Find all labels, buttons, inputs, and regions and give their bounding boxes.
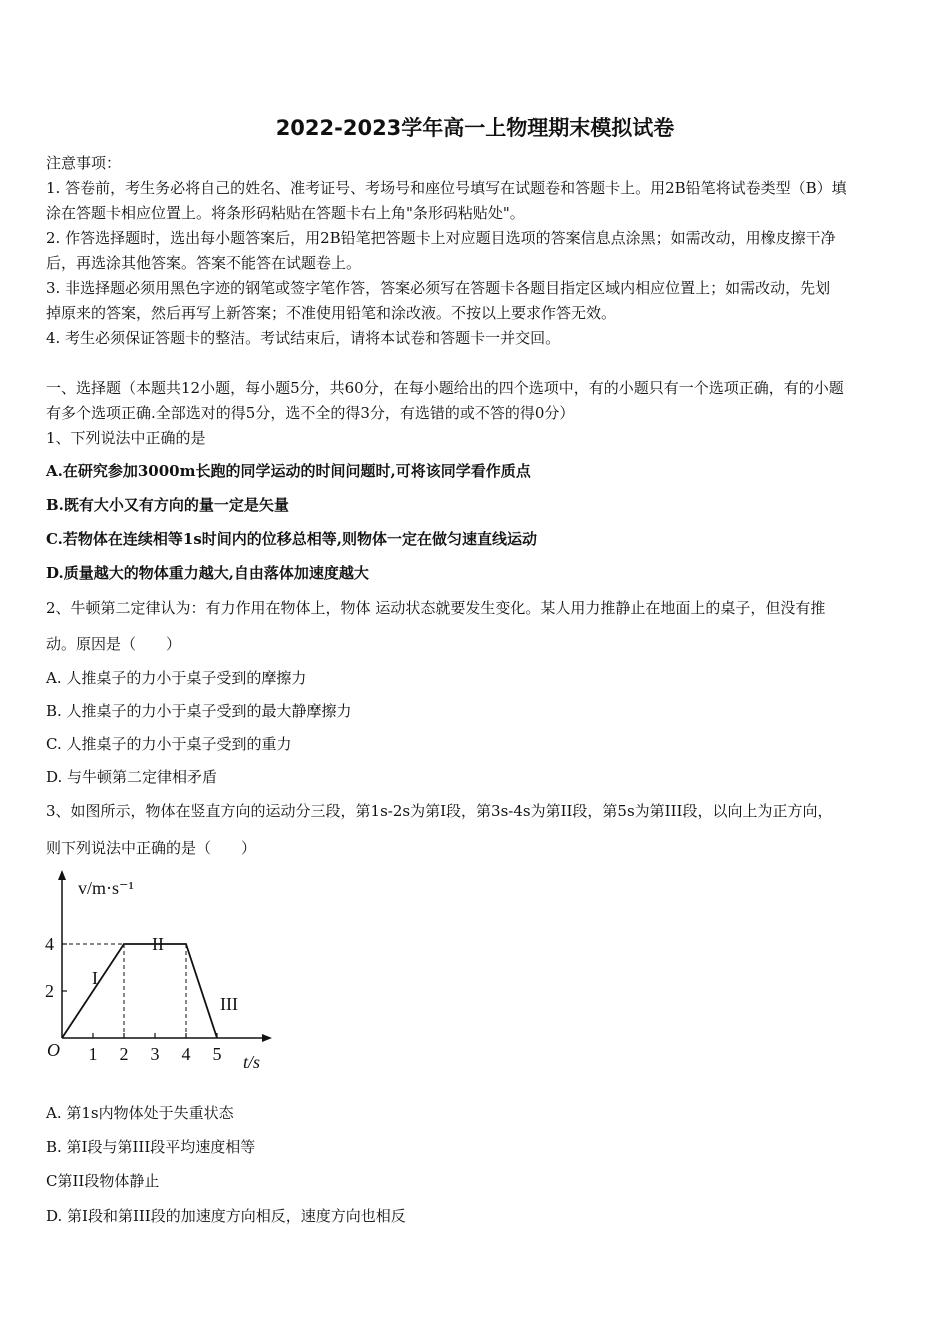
x-tick-label: 2	[119, 1044, 129, 1064]
notes-heading: 注意事项：	[46, 154, 122, 172]
q3-option-d: D. 第I段和第III段的加速度方向相反，速度方向也相反	[46, 1207, 406, 1225]
q2-stem: 动。原因是（ ）	[46, 635, 182, 653]
notes-line: 4. 考生必须保证答题卡的整洁。考试结束后，请将本试卷和答题卡一并交回。	[46, 329, 561, 347]
q1-option-a: A.在研究参加3000m长跑的同学运动的时间问题时,可将该同学看作质点	[46, 462, 531, 480]
q1-option-b: B.既有大小又有方向的量一定是矢量	[46, 496, 289, 514]
q3-option-c: C第II段物体静止	[46, 1172, 160, 1190]
q3-option-a: A. 第1s内物体处于失重状态	[46, 1104, 234, 1122]
q2-option-a: A. 人推桌子的力小于桌子受到的摩擦力	[46, 669, 307, 687]
notes-line: 1. 答卷前，考生务必将自己的姓名、准考证号、考场号和座位号填写在试题卷和答题卡上。用2B铅笔将试卷类型（B）填	[46, 179, 847, 197]
q1-stem: 1、下列说法中正确的是	[46, 429, 206, 447]
q3-option-b: B. 第I段与第III段平均速度相等	[46, 1138, 256, 1156]
origin-label: O	[47, 1040, 60, 1060]
velocity-line	[62, 944, 217, 1038]
x-axis-label: t/s	[243, 1052, 261, 1072]
q3-stem: 3、如图所示，物体在竖直方向的运动分三段，第1s-2s为第I段，第3s-4s为第II段，第5s为第III段，以向上为正方向，	[46, 802, 833, 820]
q3-stem: 则下列说法中正确的是（ ）	[46, 839, 257, 857]
q1-option-c: C.若物体在连续相等1s时间内的位移总相等,则物体一定在做匀速直线运动	[46, 530, 538, 548]
notes-line: 涂在答题卡相应位置上。将条形码粘贴在答题卡右上角"条形码粘贴处"。	[46, 204, 525, 222]
q2-option-d: D. 与牛顿第二定律相矛盾	[46, 768, 218, 786]
notes-line: 后，再选涂其他答案。答案不能答在试题卷上。	[46, 254, 362, 272]
page-title: 2022-2023学年高一上物理期末模拟试卷	[275, 116, 675, 140]
x-tick-label: 1	[88, 1044, 98, 1064]
segment-label: III	[220, 994, 238, 1014]
x-axis-arrow	[262, 1034, 272, 1042]
notes-line: 2. 作答选择题时，选出每小题答案后，用2B铅笔把答题卡上对应题目选项的答案信息点涂黑；如需改动，用橡皮擦干净	[46, 229, 836, 247]
x-tick-label: 5	[212, 1044, 222, 1064]
x-tick-label: 3	[150, 1044, 160, 1064]
y-axis-arrow	[58, 870, 66, 880]
y-tick-label: 2	[45, 981, 54, 1001]
q1-option-d: D.质量越大的物体重力越大,自由落体加速度越大	[46, 564, 369, 582]
segment-label: I	[92, 968, 98, 988]
velocity-time-graph	[40, 868, 280, 1080]
q2-option-b: B. 人推桌子的力小于桌子受到的最大静摩擦力	[46, 702, 352, 720]
section-heading: 一、选择题（本题共12小题，每小题5分，共60分，在每小题给出的四个选项中，有的小题只有一个选项正确，有的小题	[46, 379, 844, 397]
y-axis-label: v/m·s⁻¹	[78, 878, 134, 898]
notes-line: 3. 非选择题必须用黑色字迹的钢笔或签字笔作答，答案必须写在答题卡各题目指定区域内相应位置上；如需改动，先划	[46, 279, 831, 297]
q2-option-c: C. 人推桌子的力小于桌子受到的重力	[46, 735, 292, 753]
notes-line: 掉原来的答案，然后再写上新答案；不准使用铅笔和涂改液。不按以上要求作答无效。	[46, 304, 617, 322]
segment-label: II	[152, 934, 164, 954]
section-heading: 有多个选项正确.全部选对的得5分，选不全的得3分，有选错的或不答的得0分）	[46, 404, 575, 422]
x-tick-label: 4	[181, 1044, 191, 1064]
q2-stem: 2、牛顿第二定律认为：有力作用在物体上，物体 运动状态就要发生变化。某人用力推静止在地面上的桌子，但没有推	[46, 599, 826, 617]
y-tick-label: 4	[45, 934, 54, 954]
